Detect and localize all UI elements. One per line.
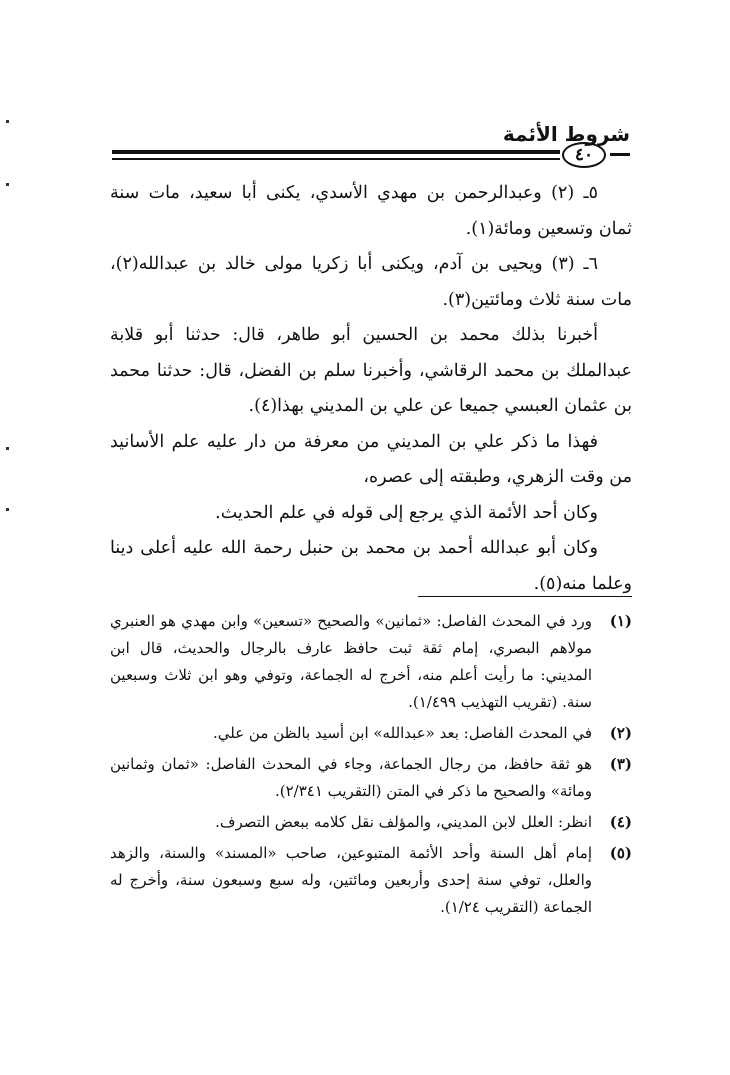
footnote: [110, 720, 632, 747]
footnote-number: (٣): [609, 755, 632, 773]
footnote: [110, 840, 632, 921]
footnote-text: انظر: العلل لابن المديني، والمؤلف نقل كلامه ببعض التصرف.: [215, 813, 592, 831]
footnote-divider: [418, 596, 632, 597]
header-rule-thin: [112, 158, 560, 160]
footnote: [110, 608, 632, 716]
main-text: [110, 176, 632, 602]
paragraph: فهذا ما ذكر علي بن المديني من معرفة من دار عليه علم الأسانيد من وقت الزهري، وطبقته إلى عصره،: [110, 431, 632, 487]
footnote-text: هو ثقة حافظ، من رجال الجماعة، وجاء في المحدث الفاصل: «ثمان وثمانين ومائة» والصحيح ما ذكر في المتن (التقريب ٢/٣٤١).: [110, 755, 592, 800]
footnotes: [110, 608, 632, 925]
running-title: شروط الأئمة: [502, 122, 630, 146]
margin-mark: [6, 183, 9, 186]
footnote: [110, 809, 632, 836]
footnote-text: ورد في المحدث الفاصل: «ثمانين» والصحيح «تسعين» وابن مهدي هو العنبري مولاهم البصري، إمام ثقة ثبت حافظ عارف بالرجال والحديث، قال ابن المديني: ما رأيت أعلم منه، أخرج له الجماعة، وتوفي وهو ابن ثلاث وسبعين سنة. (تقريب التهذيب ١/٤٩٩).: [110, 612, 592, 711]
page-number: ٤٠: [562, 142, 606, 168]
footnote-number: (٥): [609, 844, 632, 862]
paragraph: ٥ـ (٢) وعبدالرحمن بن مهدي الأسدي، يكنى أبا سعيد، مات سنة ثمان وتسعين ومائة(١).: [110, 183, 632, 239]
paragraph: أخبرنا بذلك محمد بن الحسين أبو طاهر، قال: حدثنا أبو قلابة عبدالملك بن محمد الرقاشي، وأخبرنا سلم بن الفضل، قال: حدثنا محمد بن عثمان العبسي جميعا عن علي بن المديني بهذا(٤).: [110, 325, 632, 416]
header-rule-thick: [112, 150, 560, 154]
margin-mark: [6, 120, 9, 123]
footnote: [110, 751, 632, 805]
footnote-number: (٢): [609, 724, 632, 742]
footnote-text: إمام أهل السنة وأحد الأئمة المتبوعين، صاحب «المسند» والسنة، والزهد والعلل، توفي سنة إحدى وأربعين ومائتين، وله سبع وسبعون سنة، وأخرج له الجماعة (التقريب ١/٢٤).: [110, 844, 592, 916]
footnote-number: (٤): [609, 813, 632, 831]
footnote-number: (١): [609, 612, 632, 630]
margin-mark: [6, 447, 9, 450]
page-header: [112, 122, 630, 168]
paragraph: ٦ـ (٣) ويحيى بن آدم، ويكنى أبا زكريا مولى خالد بن عبدالله(٢)، مات سنة ثلاث ومائتين(٣).: [110, 254, 632, 310]
header-rule-right: [610, 153, 630, 156]
paragraph: وكان أبو عبدالله أحمد بن محمد بن حنبل رحمة الله عليه أعلى دينا وعلما منه(٥).: [110, 538, 632, 594]
margin-mark: [6, 508, 9, 511]
footnote-text: في المحدث الفاصل: بعد «عبدالله» ابن أسيد بالظن من علي.: [212, 724, 592, 742]
paragraph: وكان أحد الأئمة الذي يرجع إلى قوله في علم الحديث.: [215, 502, 598, 523]
